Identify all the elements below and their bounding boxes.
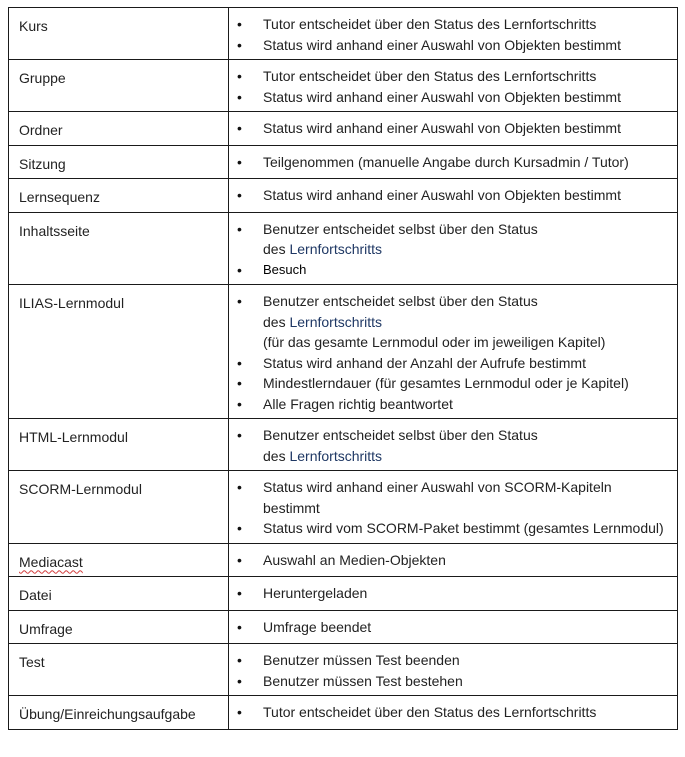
criteria-list bbox=[229, 118, 671, 139]
list-item: • Status wird anhand der Anzahl der Aufrufe bestimmt bbox=[229, 353, 671, 374]
criteria-cell bbox=[229, 285, 678, 419]
list-item: • Mindestlerndauer (für gesamtes Lernmodul oder je Kapitel) bbox=[229, 373, 671, 394]
list-item: • Tutor entscheidet über den Status des Lernfortschritts bbox=[229, 702, 671, 723]
table-row bbox=[9, 60, 678, 112]
criteria-cell bbox=[229, 644, 678, 696]
criteria-cell bbox=[229, 145, 678, 179]
table-row bbox=[9, 145, 678, 179]
list-item: • Alle Fragen richtig beantwortet bbox=[229, 394, 671, 415]
table-row bbox=[9, 419, 678, 471]
list-item: • Tutor entscheidet über den Status des Lernfortschritts bbox=[229, 66, 671, 87]
list-item: • Status wird anhand einer Auswahl von Objekten bestimmt bbox=[229, 118, 671, 139]
criteria-cell bbox=[229, 419, 678, 471]
criteria-cell bbox=[229, 471, 678, 544]
list-item: • Status wird vom SCORM-Paket bestimmt (gesamtes Lernmodul) bbox=[229, 518, 671, 539]
table-row bbox=[9, 212, 678, 285]
criteria-list bbox=[229, 152, 671, 173]
criteria-cell bbox=[229, 610, 678, 644]
list-item: • Auswahl an Medien-Objekten bbox=[229, 550, 671, 571]
criteria-cell bbox=[229, 696, 678, 730]
object-type-cell: Datei bbox=[9, 577, 229, 611]
table-row bbox=[9, 543, 678, 577]
criteria-list bbox=[229, 14, 671, 55]
item-text: Benutzer entscheidet selbst über den Status bbox=[263, 220, 538, 237]
object-type-cell bbox=[9, 543, 229, 577]
criteria-list bbox=[229, 425, 671, 466]
criteria-cell bbox=[229, 8, 678, 60]
criteria-list bbox=[229, 650, 671, 691]
table-row bbox=[9, 112, 678, 146]
spellcheck-word: Mediacast bbox=[19, 553, 83, 570]
criteria-cell bbox=[229, 212, 678, 285]
object-type-cell: Umfrage bbox=[9, 610, 229, 644]
lernfortschritt-link[interactable]: Lernfortschritts bbox=[289, 313, 383, 330]
object-type-cell: ILIAS-Lernmodul bbox=[9, 285, 229, 419]
list-item bbox=[229, 291, 671, 353]
object-type-cell: Gruppe bbox=[9, 60, 229, 112]
criteria-cell bbox=[229, 60, 678, 112]
criteria-list bbox=[229, 291, 671, 414]
object-type-cell: Lernsequenz bbox=[9, 179, 229, 213]
lernfortschritt-link[interactable]: Lernfortschritts bbox=[289, 447, 383, 464]
criteria-list bbox=[229, 617, 671, 638]
object-type-cell: SCORM-Lernmodul bbox=[9, 471, 229, 544]
list-item: • Umfrage beendet bbox=[229, 617, 671, 638]
list-item: • Heruntergeladen bbox=[229, 583, 671, 604]
object-type-cell: Sitzung bbox=[9, 145, 229, 179]
criteria-cell bbox=[229, 543, 678, 577]
table-row bbox=[9, 8, 678, 60]
object-type-cell: Test bbox=[9, 644, 229, 696]
table-row bbox=[9, 610, 678, 644]
criteria-list bbox=[229, 185, 671, 206]
lernfortschritt-link[interactable]: Lernfortschritts bbox=[289, 241, 383, 257]
item-text-prefix: des bbox=[263, 447, 290, 464]
item-text: Benutzer entscheidet selbst über den Status bbox=[263, 293, 538, 309]
list-item: • Status wird anhand einer Auswahl von Objekten bestimmt bbox=[229, 35, 671, 56]
criteria-cell bbox=[229, 577, 678, 611]
object-type-cell: Kurs bbox=[9, 8, 229, 60]
criteria-cell bbox=[229, 179, 678, 213]
list-item: • Status wird anhand einer Auswahl von SCORM-Kapiteln bestimmt bbox=[229, 477, 671, 518]
item-text-note: (für das gesamte Lernmodul oder im jeweiligen Kapitel) bbox=[263, 334, 606, 350]
object-type-cell: Inhaltsseite bbox=[9, 212, 229, 285]
table-row bbox=[9, 577, 678, 611]
object-type-cell: HTML-Lernmodul bbox=[9, 419, 229, 471]
criteria-list bbox=[229, 583, 671, 604]
list-item: • Benutzer müssen Test bestehen bbox=[229, 671, 671, 692]
list-item: • Besuch bbox=[229, 260, 671, 281]
learning-progress-table bbox=[8, 7, 678, 730]
table-row bbox=[9, 471, 678, 544]
item-text-prefix: des bbox=[263, 313, 290, 330]
list-item bbox=[229, 425, 671, 466]
object-type-cell: Übung/Einreichungsaufgabe bbox=[9, 696, 229, 730]
table-row bbox=[9, 644, 678, 696]
table-row bbox=[9, 179, 678, 213]
item-text-prefix: des bbox=[263, 241, 290, 257]
criteria-list bbox=[229, 66, 671, 107]
criteria-list bbox=[229, 219, 671, 281]
list-item: • Tutor entscheidet über den Status des Lernfortschritts bbox=[229, 14, 671, 35]
list-item: • Teilgenommen (manuelle Angabe durch Kursadmin / Tutor) bbox=[229, 152, 671, 173]
list-item bbox=[229, 219, 671, 260]
table-row bbox=[9, 285, 678, 419]
object-type-cell: Ordner bbox=[9, 112, 229, 146]
criteria-list bbox=[229, 477, 671, 539]
list-item: • Status wird anhand einer Auswahl von Objekten bestimmt bbox=[229, 87, 671, 108]
item-text: Benutzer entscheidet selbst über den Status bbox=[263, 427, 538, 443]
criteria-list bbox=[229, 550, 671, 571]
list-item: • Benutzer müssen Test beenden bbox=[229, 650, 671, 671]
criteria-cell bbox=[229, 112, 678, 146]
table-row bbox=[9, 696, 678, 730]
list-item: • Status wird anhand einer Auswahl von Objekten bestimmt bbox=[229, 185, 671, 206]
criteria-list bbox=[229, 702, 671, 723]
